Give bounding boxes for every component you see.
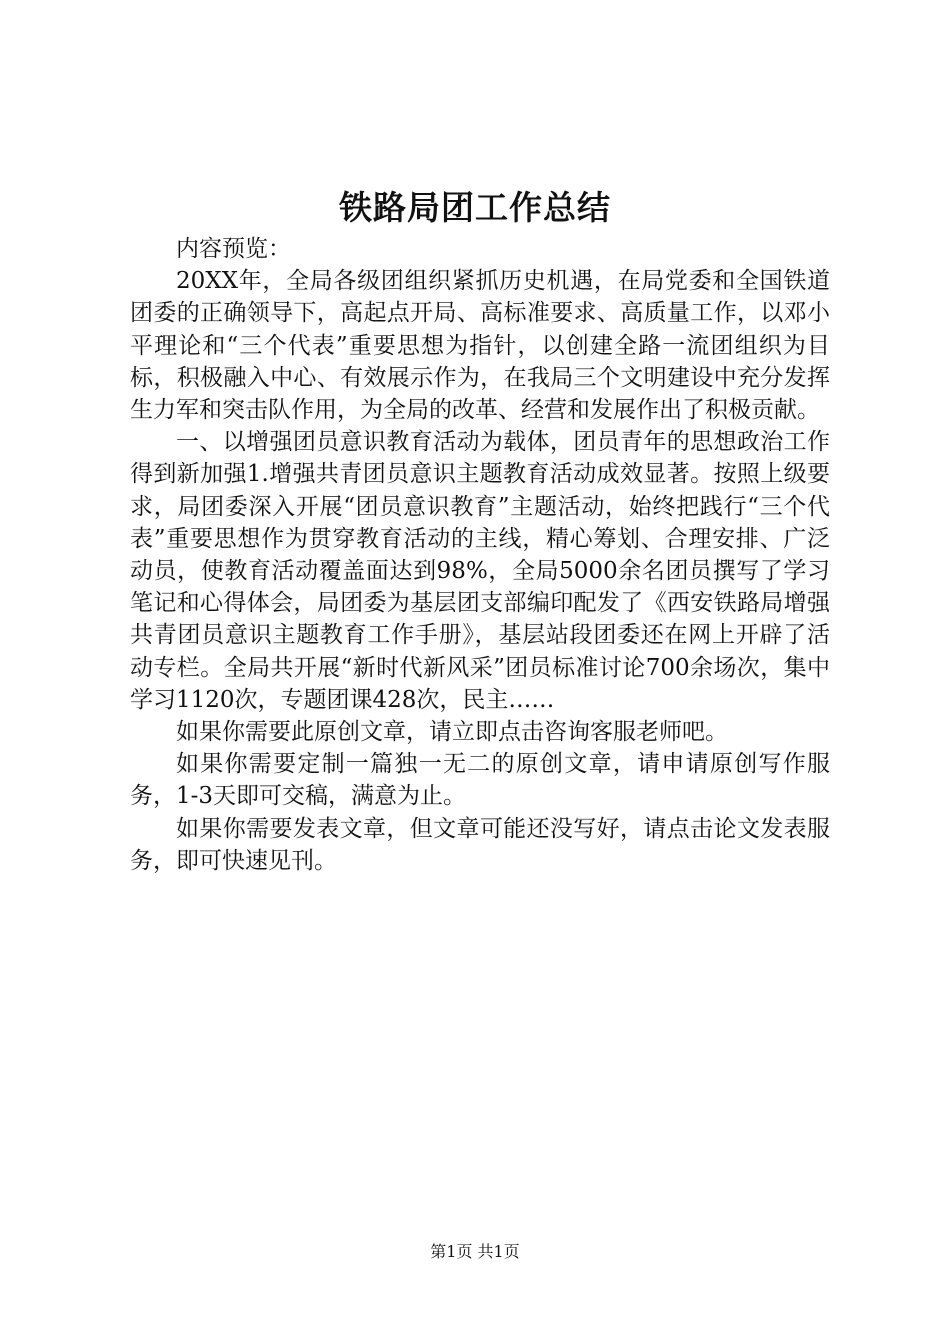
document-title: 铁路局团工作总结 <box>339 188 611 227</box>
paragraph-custom-writing: 如果你需要定制一篇独一无二的原创文章，请申请原创写作服务，1-3天即可交稿，满意为止。 <box>130 751 830 810</box>
paragraph-section-one: 一、以增强团员意识教育活动为载体，团员青年的思想政治工作得到新加强1.增强共青团员意识主题教育活动成效显著。按照上级要求，局团委深入开展“团员意识教育”主题活动，始终把践行“三个代表”重要思想作为贯穿教育活动的主线，精心筹划、合理安排、广泛动员，使教育活动覆盖面达到98%，全局5000余名团员撰写了学习笔记和心得体会，局团委为基层团支部编印配发了《西安铁路局增强共青团员意识主题教育工作手册》，基层站段团委还在网上开辟了活动专栏。全局共开展“新时代新风采”团员标准讨论700余场次，集中学习1120次，专题团课428次，民主…… <box>130 429 830 713</box>
page-number-footer: 第1页 共1页 <box>430 1242 520 1261</box>
document-body <box>130 233 830 877</box>
preview-label: 内容预览： <box>176 236 291 262</box>
paragraph-publish-service: 如果你需要发表文章，但文章可能还没写好，请点击论文发表服务，即可快速见刊。 <box>130 815 830 874</box>
paragraph-original-article: 如果你需要此原创文章，请立即点击咨询客服老师吧。 <box>176 719 728 746</box>
paragraph-intro: 20XX年，全局各级团组织紧抓历史机遇，在局党委和全国铁道团委的正确领导下，高起点开局、高标准要求、高质量工作，以邓小平理论和“三个代表”重要思想为指针，以创建全路一流团组织为目标，积极融入中心、有效展示作为，在我局三个文明建设中充分发挥生力军和突击队作用，为全局的改革、经营和发展作出了积极贡献。 <box>130 268 830 424</box>
